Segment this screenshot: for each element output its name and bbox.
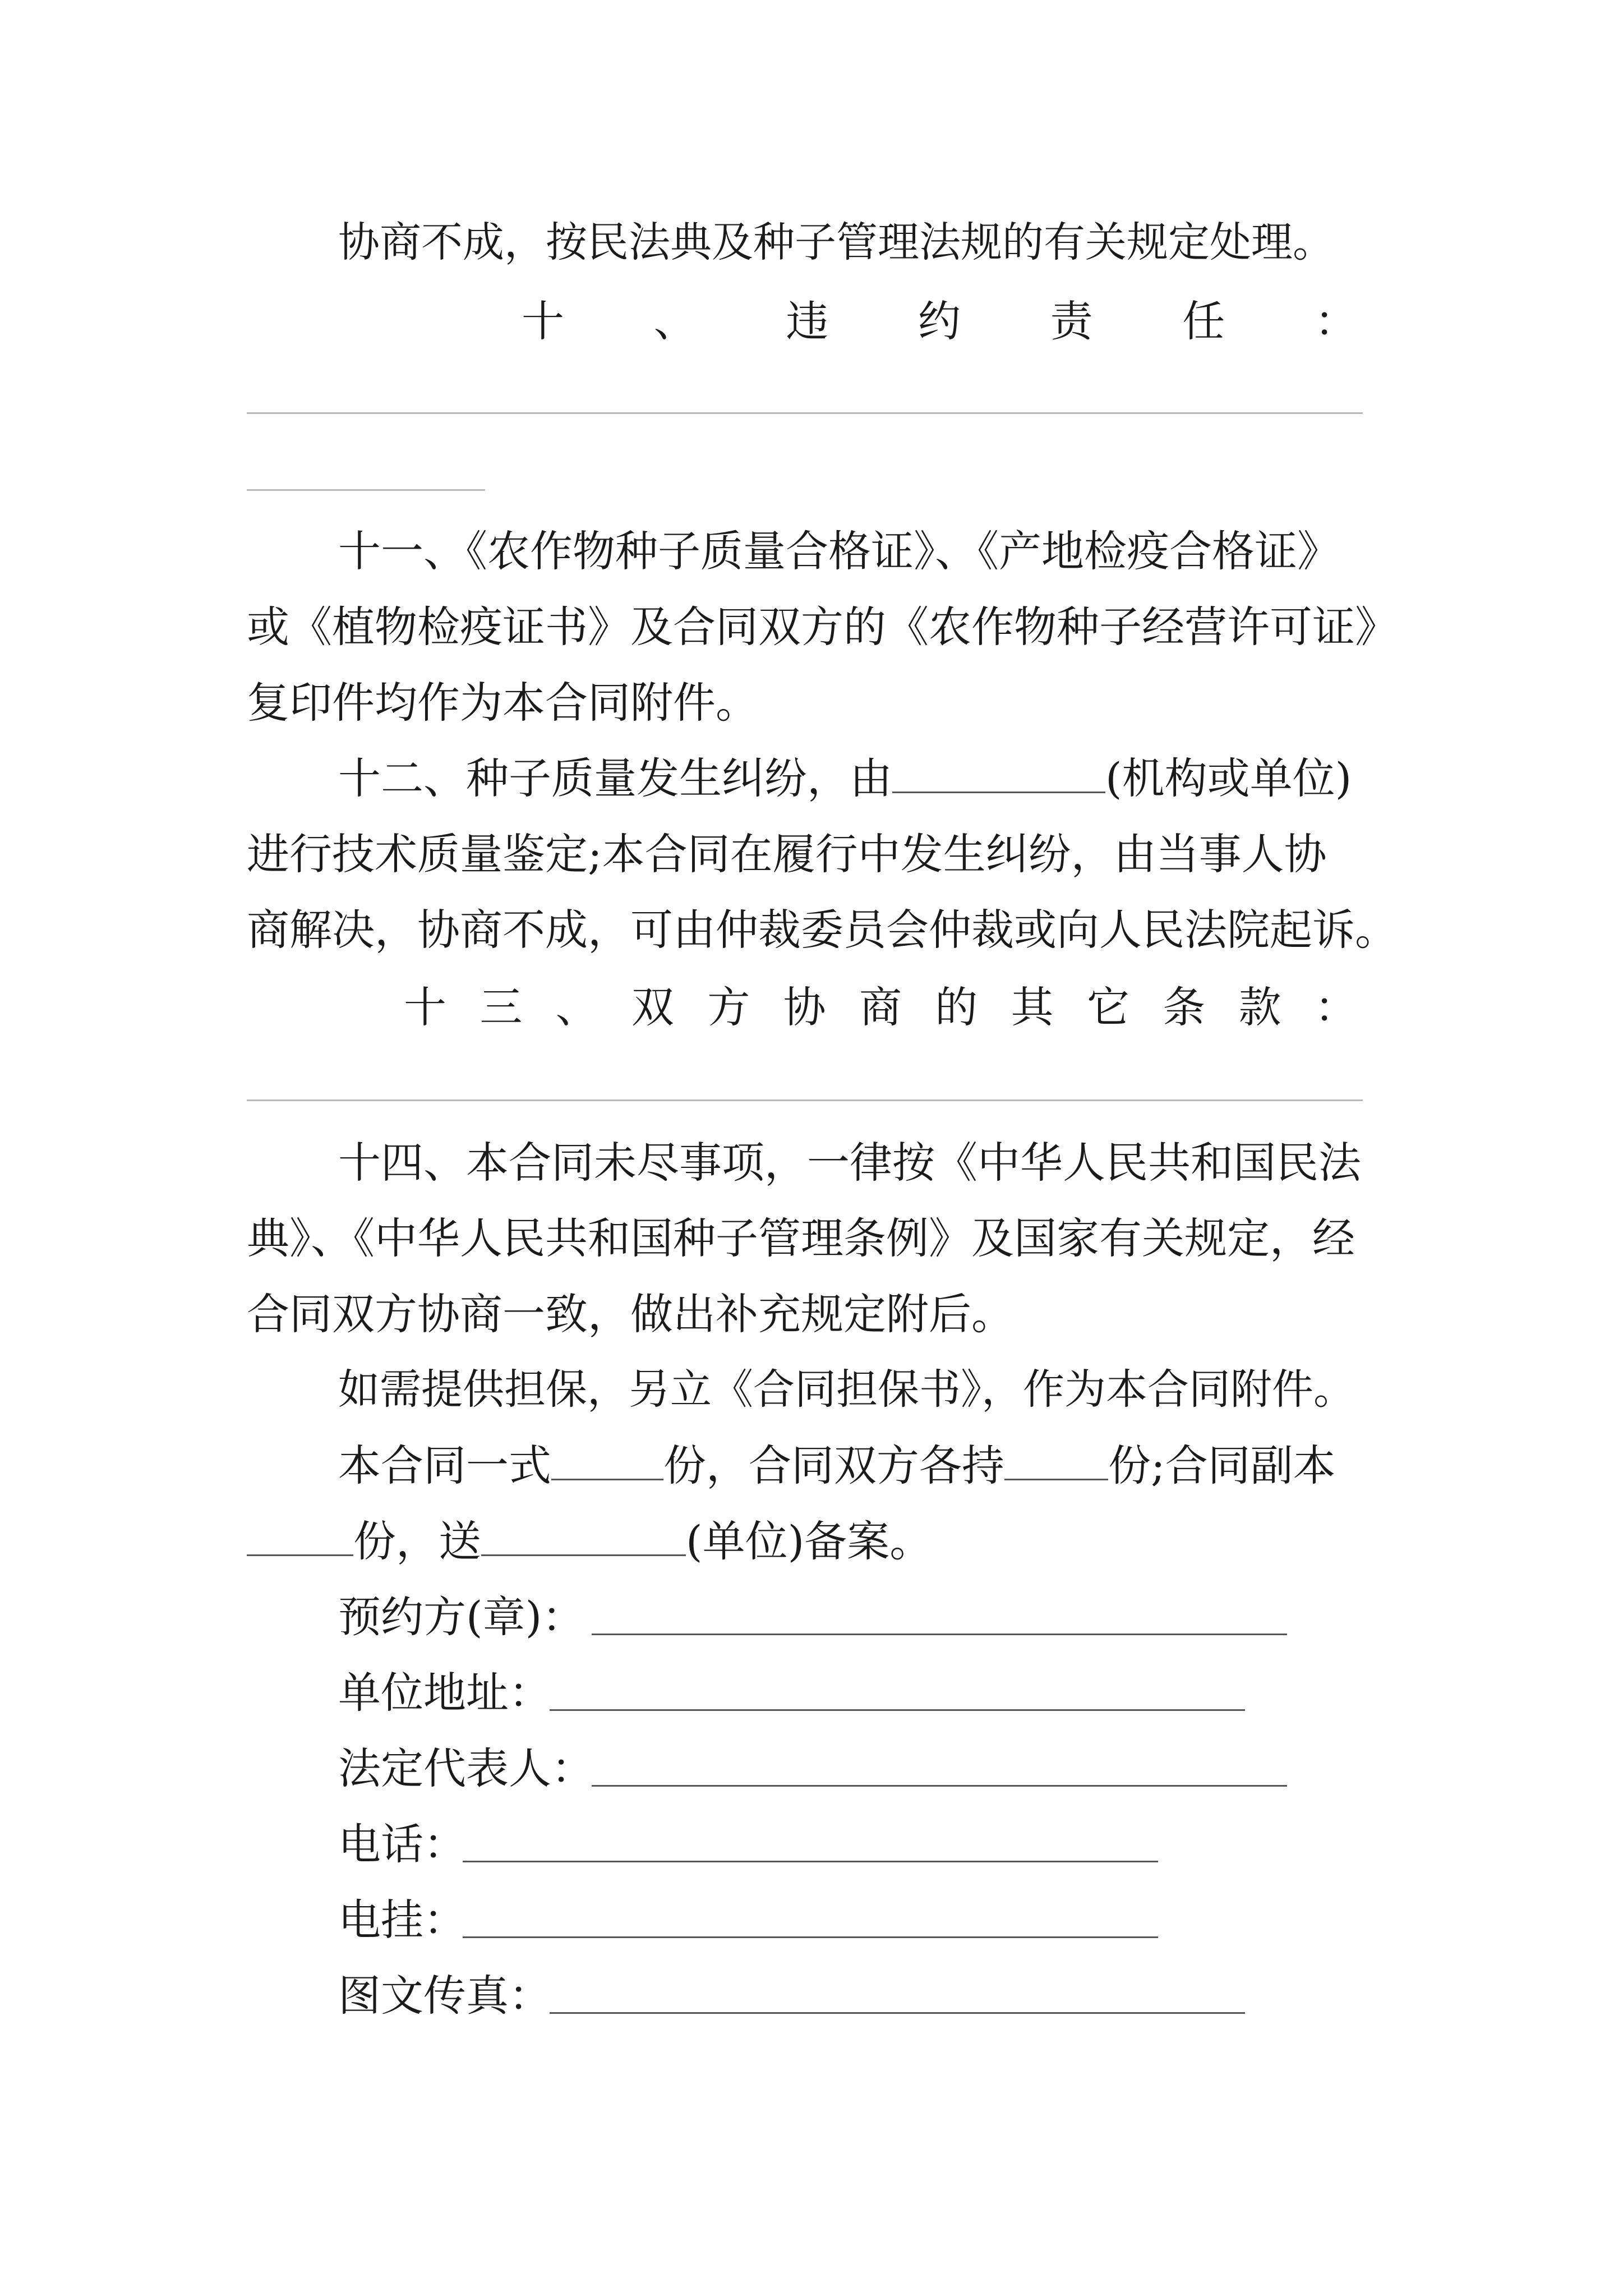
section-10-heading [522, 296, 1357, 346]
section-12-line: 商解决，协商不成，可由仲裁委员会仲裁或向人民法院起诉。 [247, 905, 1398, 955]
filing-unit-blank[interactable] [481, 1521, 686, 1556]
heading-char: 违 [786, 296, 829, 346]
section-11-line: 十一、《农作物种子质量合格证》、《产地检疫合格证》 [338, 526, 1340, 576]
guarantee-paragraph: 如需提供担保，另立《合同担保书》，作为本合同附件。 [338, 1365, 1355, 1414]
phone-field[interactable] [463, 1861, 1158, 1862]
heading-char: 任 [1182, 296, 1225, 346]
section-11-line: 复印件均作为本合同附件。 [247, 678, 758, 728]
heading-char: ： [1314, 982, 1357, 1032]
party-seal-field[interactable] [592, 1634, 1287, 1635]
phone-label: 电话： [338, 1819, 466, 1869]
blank-rule [247, 412, 1363, 414]
copies-line [247, 1516, 933, 1566]
blank-rule [247, 489, 485, 491]
heading-char: 条 [1163, 982, 1206, 1032]
section-11-line: 或《植物检疫证书》及合同双方的《农作物种子经营许可证》 [247, 602, 1398, 652]
telegram-field[interactable] [463, 1936, 1158, 1938]
representative-label: 法定代表人： [338, 1743, 594, 1793]
heading-char: 十 [522, 296, 564, 346]
heading-char: ： [1314, 296, 1357, 346]
copies-line [338, 1441, 1336, 1490]
fax-label: 图文传真： [338, 1971, 551, 2021]
heading-char: 十 [404, 982, 446, 1032]
heading-char: 款 [1238, 982, 1281, 1032]
heading-char: 、 [555, 982, 598, 1032]
heading-char: 它 [1086, 982, 1129, 1032]
section-14-line: 合同双方协商一致，做出补充规定附后。 [247, 1289, 1014, 1339]
party-seal-label: 预约方(章)： [338, 1592, 585, 1642]
copies-text: 份，送 [353, 1516, 481, 1566]
heading-char: 三 [479, 982, 523, 1032]
representative-field[interactable] [592, 1785, 1287, 1787]
copies-text: 本合同一式 [338, 1441, 551, 1490]
copies-text: (单位)备案。 [686, 1516, 933, 1566]
section-12-line [338, 753, 1352, 803]
institution-blank[interactable] [892, 758, 1105, 793]
section-14-line: 典》、《中华人民共和国种子管理条例》及国家有关规定，经 [247, 1213, 1355, 1263]
heading-char: 约 [917, 296, 961, 346]
heading-char: 责 [1050, 296, 1093, 346]
fax-field[interactable] [550, 2012, 1245, 2014]
section-12-text: 十二、种子质量发生纠纷，由 [338, 753, 892, 803]
heading-char: 、 [653, 296, 697, 346]
heading-char: 商 [859, 982, 902, 1032]
copies-text: 份，合同双方各持 [663, 1441, 1004, 1490]
address-field[interactable] [550, 1709, 1245, 1711]
section-12-text: (机构或单位) [1105, 753, 1352, 803]
section-14-line: 十四、本合同未尽事项，一律按《中华人民共和国民法 [338, 1138, 1361, 1188]
duplicate-count-blank[interactable] [247, 1521, 353, 1556]
copies-count-blank[interactable] [551, 1445, 663, 1480]
paragraph-negotiation: 协商不成，按民法典及种子管理法规的有关规定处理。 [338, 218, 1334, 266]
address-label: 单位地址： [338, 1668, 551, 1718]
heading-char: 协 [783, 982, 826, 1032]
heading-char: 的 [935, 982, 978, 1032]
heading-char: 其 [1011, 982, 1054, 1032]
section-13-heading [404, 982, 1357, 1032]
blank-rule [247, 1099, 1363, 1101]
telegram-label: 电挂： [338, 1895, 466, 1945]
copies-text: 份;合同副本 [1108, 1441, 1336, 1490]
copies-each-blank[interactable] [1004, 1445, 1108, 1480]
heading-char: 方 [707, 982, 750, 1032]
section-12-line: 进行技术质量鉴定;本合同在履行中发生纠纷，由当事人协 [247, 829, 1327, 879]
heading-char: 双 [631, 982, 674, 1032]
